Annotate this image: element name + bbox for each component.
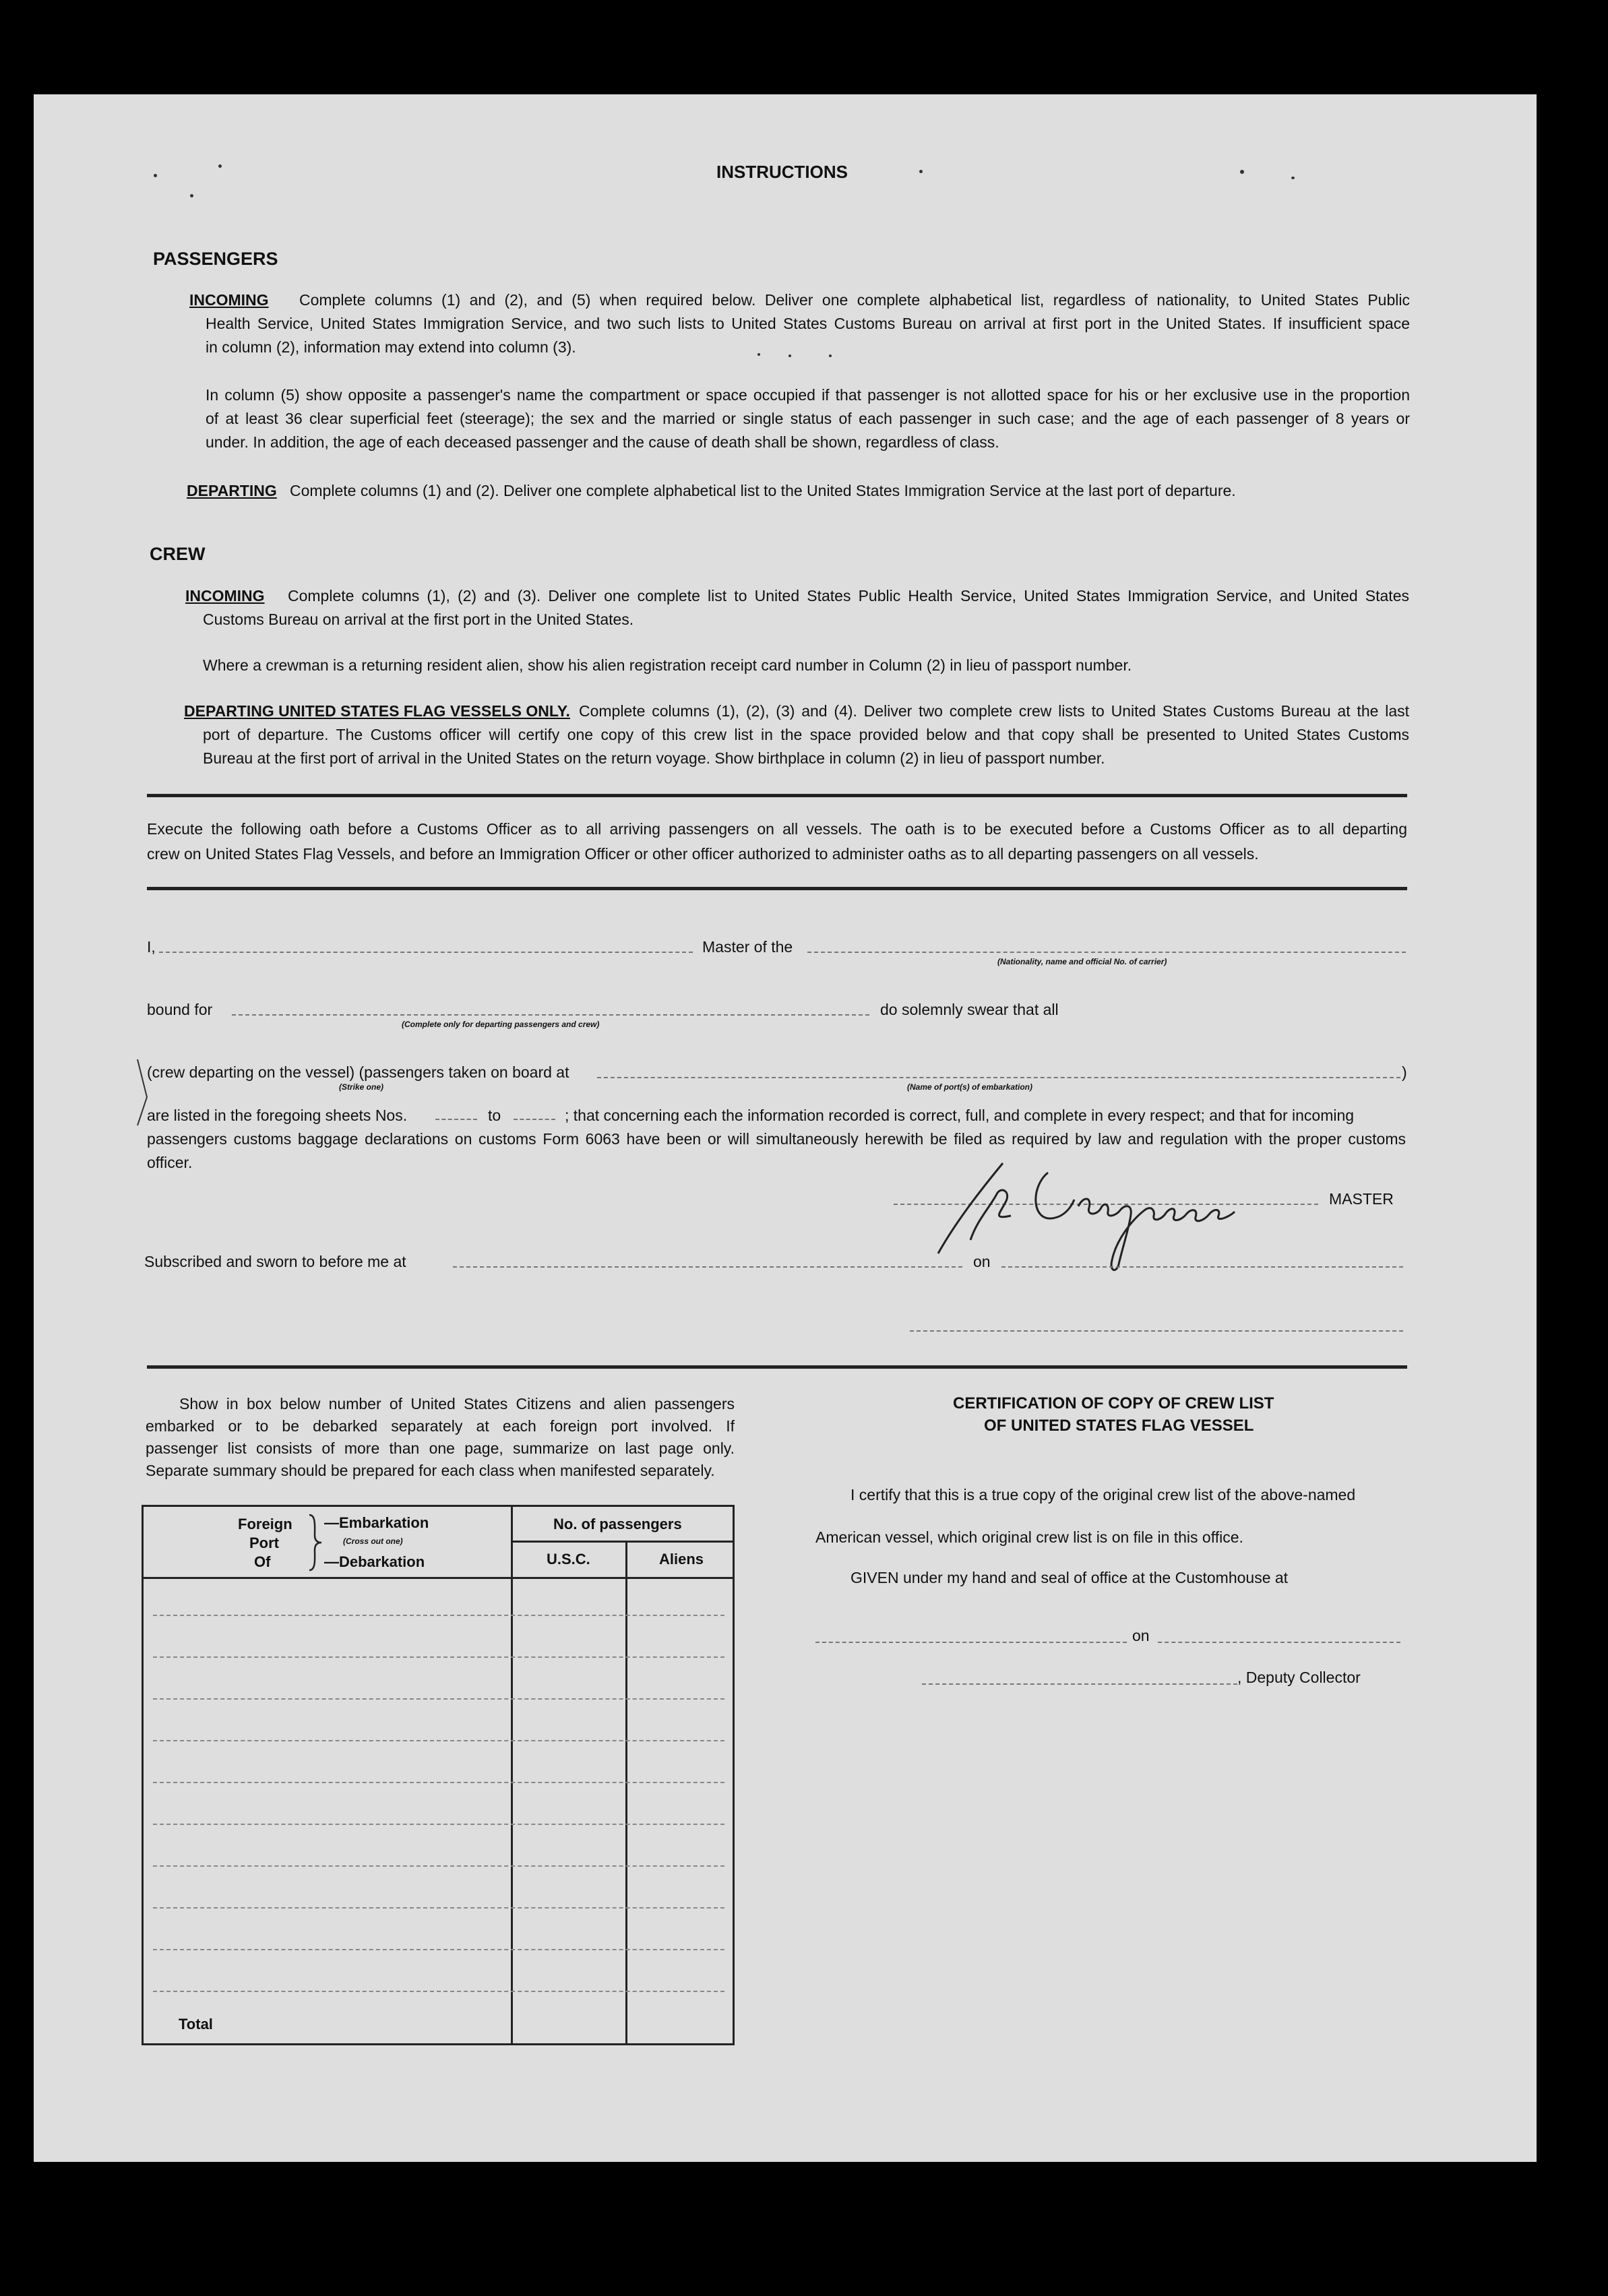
scan-speck	[757, 353, 760, 356]
table-row[interactable]	[153, 1865, 724, 1867]
table-row[interactable]	[153, 1991, 724, 1992]
summary-intro-line2: embarked or to be debarked separately at each foreign port involved. If	[146, 1417, 735, 1435]
crew-incoming-line2: Customs Bureau on arrival at the first port in the United States.	[203, 611, 634, 628]
crew-departing-line1: Complete columns (1), (2), (3) and (4). Deliver two complete crew lists to United States Customs Bureau at the last	[579, 702, 1409, 720]
scan-speck	[190, 194, 193, 197]
passengers-col5-line2: of at least 36 clear superficial feet (steerage); the sex and the married or single status of each passenger in such case; and the age of each passenger of 8 years or	[206, 410, 1410, 427]
oath-line3: officer.	[147, 1154, 193, 1171]
summary-intro-line3: passenger list consists of more than one page, summarize on last page only.	[146, 1439, 735, 1457]
crew-heading: CREW	[150, 544, 206, 564]
table-header-divider	[511, 1541, 735, 1543]
close-paren: )	[1402, 1063, 1407, 1081]
passengers-incoming-label: INCOMING	[189, 291, 269, 309]
oath-line2: passengers customs baggage declarations on customs Form 6063 have been or will simultaneously herewith be filed as required by law and regulation with the proper customs	[147, 1130, 1406, 1148]
oath-intro-line1: Execute the following oath before a Customs Officer as to all arriving passengers on all vessels. The oath is to be executed before a Customs Officer as to all departing	[147, 820, 1407, 838]
certification-title-line1: CERTIFICATION OF COPY OF CREW LIST	[953, 1394, 1274, 1413]
crew-departing-text: (crew departing on the vessel) (passengers taken on board at	[147, 1063, 569, 1081]
table-header-rule	[144, 1577, 735, 1579]
total-label: Total	[179, 2016, 213, 2033]
passengers-incoming-line3: in column (2), information may extend into column (3).	[206, 338, 576, 356]
scan-speck	[829, 354, 832, 357]
divider-rule	[147, 1365, 1407, 1369]
cross-out-caption: (Cross out one)	[343, 1537, 403, 1546]
passengers-col5-line1: In column (5) show opposite a passenger's name the compartment or space occupied if that passenger is not allotted space for his or her exclusive use in the proportion	[206, 386, 1410, 404]
scan-speck	[218, 164, 222, 168]
usc-header: U.S.C.	[547, 1551, 590, 1568]
ports-caption: (Name of port(s) of embarkation)	[907, 1082, 1033, 1092]
no-of-passengers-header: No. of passengers	[553, 1516, 682, 1532]
table-row[interactable]	[153, 1656, 724, 1658]
listed-label: are listed in the foregoing sheets Nos.	[147, 1107, 408, 1124]
passengers-heading: PASSENGERS	[153, 249, 278, 269]
listed-line1-rest: ; that concerning each the information recorded is correct, full, and complete in every respect; and that for incoming	[565, 1107, 1355, 1124]
sheet-to-field[interactable]	[514, 1119, 555, 1120]
swear-text: do solemnly swear that all	[880, 1001, 1059, 1018]
listed-to-label: to	[488, 1107, 501, 1124]
crew-incoming-line1: Complete columns (1), (2) and (3). Deliver one complete list to United States Public Health Service, United States Immigration Service, and United States	[288, 587, 1409, 604]
certification-line2: American vessel, which original crew list is on file in this office.	[815, 1528, 1243, 1546]
officer-signature-field[interactable]	[910, 1330, 1403, 1332]
margin-bracket-mark	[132, 1058, 159, 1132]
port-label: Port	[249, 1534, 279, 1551]
divider-rule	[147, 794, 1407, 797]
table-row[interactable]	[153, 1740, 724, 1741]
certification-line3: GIVEN under my hand and seal of office at the Customhouse at	[851, 1569, 1289, 1586]
divider-rule	[147, 887, 1407, 890]
scan-speck	[1291, 177, 1295, 179]
summary-intro-line1: Show in box below number of United States Citizens and alien passengers	[179, 1395, 735, 1413]
nationality-caption: (Nationality, name and official No. of carrier)	[997, 957, 1167, 966]
summary-intro-line4: Separate summary should be prepared for each class when manifested separately.	[146, 1462, 715, 1479]
deputy-collector-label: , Deputy Collector	[1237, 1669, 1361, 1686]
ports-field[interactable]	[597, 1077, 1400, 1078]
carrier-field[interactable]	[807, 952, 1406, 953]
crew-departing-line2: port of departure. The Customs officer will certify one copy of this crew list in the space provided below and that copy shall be presented to United States Customs	[203, 726, 1409, 743]
sworn-on-label: on	[973, 1253, 991, 1270]
certification-line1: I certify that this is a true copy of the original crew list of the above-named	[851, 1486, 1356, 1503]
master-of-the-label: Master of the	[702, 938, 793, 956]
crew-incoming-label: INCOMING	[185, 587, 265, 604]
strike-one-caption: (Strike one)	[339, 1082, 384, 1092]
master-name-field[interactable]	[159, 952, 693, 953]
bound-for-field[interactable]	[232, 1014, 869, 1016]
page-title: INSTRUCTIONS	[716, 162, 848, 182]
debarkation-label: —Debarkation	[324, 1553, 425, 1570]
passenger-summary-table	[142, 1505, 735, 2045]
crew-departing-label: DEPARTING UNITED STATES FLAG VESSELS ONLY.	[184, 702, 570, 720]
bound-for-label: bound for	[147, 1001, 213, 1018]
sheet-from-field[interactable]	[435, 1119, 477, 1120]
oath-i-label: I,	[147, 938, 156, 956]
sworn-date-field[interactable]	[1001, 1266, 1403, 1268]
sworn-place-field[interactable]	[453, 1266, 962, 1268]
crew-departing-line3: Bureau at the first port of arrival in the United States on the return voyage. Show birthplace in column (2) in lieu of passport number.	[203, 749, 1105, 767]
brace-icon	[307, 1514, 324, 1572]
foreign-label: Foreign	[238, 1516, 292, 1532]
passengers-incoming-line1: Complete columns (1) and (2), and (5) when required below. Deliver one complete alphabetical list, regardless of nationality, to United States Public	[299, 291, 1410, 309]
aliens-header: Aliens	[659, 1551, 704, 1568]
deputy-collector-signature-field[interactable]	[922, 1683, 1237, 1685]
crew-resident-text: Where a crewman is a returning resident alien, show his alien registration receipt card number in Column (2) in lieu of passport number.	[203, 656, 1132, 674]
table-row[interactable]	[153, 1698, 724, 1700]
customhouse-place-field[interactable]	[815, 1642, 1127, 1643]
table-row[interactable]	[153, 1615, 724, 1616]
certification-on-label: on	[1132, 1627, 1150, 1644]
table-column-divider	[511, 1507, 513, 2043]
passengers-departing-text: Complete columns (1) and (2). Deliver one complete alphabetical list to the United States Immigration Service at the last port of departure.	[290, 482, 1236, 499]
scan-speck	[919, 170, 923, 173]
table-row[interactable]	[153, 1907, 724, 1909]
passengers-departing-label: DEPARTING	[187, 482, 277, 499]
embarkation-label: —Embarkation	[324, 1514, 429, 1531]
scan-speck	[1240, 170, 1244, 174]
passengers-col5-line3: under. In addition, the age of each deceased passenger and the cause of death shall be shown, regardless of class.	[206, 433, 999, 451]
table-row[interactable]	[153, 1782, 724, 1783]
table-row[interactable]	[153, 1824, 724, 1825]
certification-date-field[interactable]	[1158, 1642, 1400, 1643]
certification-title-line2: OF UNITED STATES FLAG VESSEL	[984, 1417, 1254, 1435]
bound-for-caption: (Complete only for departing passengers and crew)	[402, 1020, 600, 1029]
passengers-incoming-line2: Health Service, United States Immigration Service, and two such lists to United States Customs Bureau on arrival at first port in the United States. If insufficient space	[206, 315, 1410, 332]
subscribed-label: Subscribed and sworn to before me at	[144, 1253, 406, 1270]
table-row[interactable]	[153, 1949, 724, 1950]
of-label: Of	[254, 1553, 271, 1570]
scan-speck	[154, 174, 157, 177]
oath-intro-line2: crew on United States Flag Vessels, and before an Immigration Officer or other officer authorized to administer oaths as to all departing passengers on all vessels.	[147, 845, 1259, 863]
scan-speck	[788, 354, 791, 357]
master-label: MASTER	[1329, 1190, 1394, 1208]
